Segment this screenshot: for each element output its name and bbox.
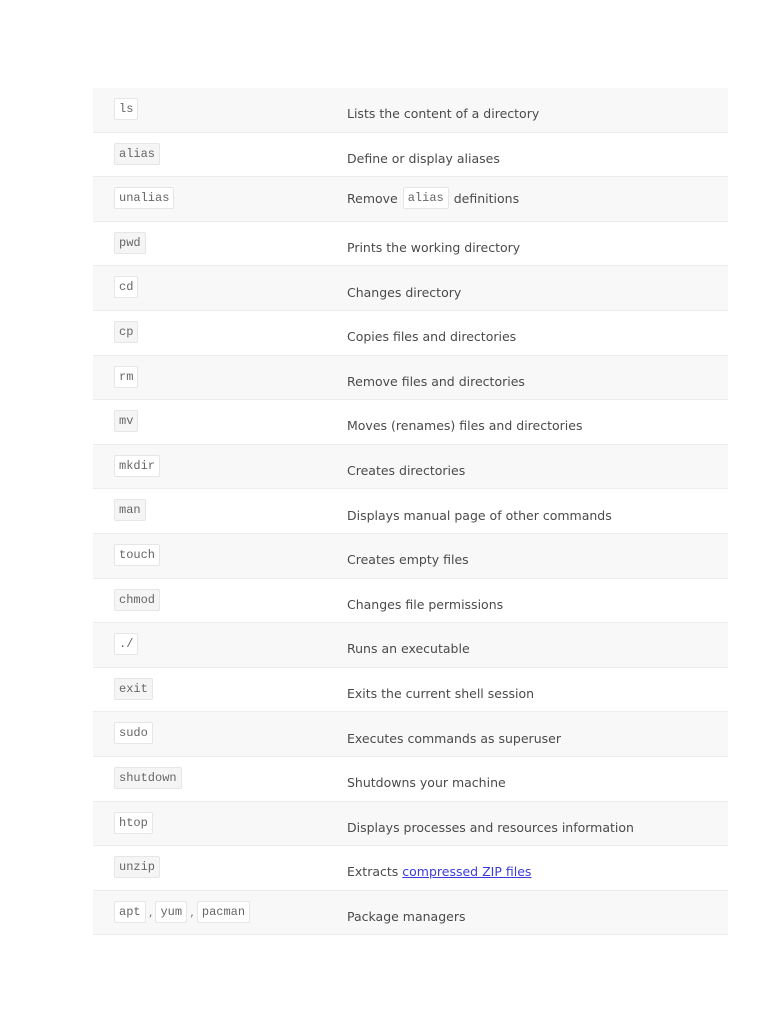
description-cell <box>347 356 728 400</box>
description-text: Copies files and directories <box>347 329 517 345</box>
description-text: Runs an executable <box>347 641 470 657</box>
table-row <box>93 356 728 401</box>
description-text: Prints the working directory <box>347 240 521 256</box>
description-text: Moves (renames) files and directories <box>347 418 583 434</box>
description-cell <box>347 757 728 801</box>
command-cell <box>93 356 347 400</box>
description-text: Remove files and directories <box>347 373 525 389</box>
description-text: Shutdowns your machine <box>347 775 506 791</box>
description-cell <box>347 445 728 489</box>
table-row <box>93 891 728 936</box>
description-cell <box>347 311 728 355</box>
description-cell <box>347 266 728 310</box>
command-cell <box>93 891 347 935</box>
table-row <box>93 579 728 624</box>
table-row <box>93 712 728 757</box>
command-cell <box>93 133 347 177</box>
command-cell <box>93 266 347 310</box>
command-cell <box>93 712 347 756</box>
description-cell <box>347 177 728 221</box>
command-cell <box>93 445 347 489</box>
table-row <box>93 802 728 847</box>
description-cell <box>347 712 728 756</box>
command-cell <box>93 579 347 623</box>
command-code: apt <box>114 901 146 923</box>
description-cell <box>347 489 728 533</box>
command-cell <box>93 400 347 444</box>
description-text: Remove <box>347 191 398 207</box>
description-text: Lists the content of a directory <box>347 106 540 122</box>
table-row <box>93 668 728 713</box>
command-code: rm <box>114 366 138 388</box>
description-text: Extracts <box>347 864 399 880</box>
table-row <box>93 623 728 668</box>
table-row <box>93 222 728 267</box>
description-text: Executes commands as superuser <box>347 730 561 746</box>
description-cell <box>347 534 728 578</box>
command-code: cd <box>114 276 138 298</box>
description-text: definitions <box>453 191 520 207</box>
command-cell <box>93 802 347 846</box>
table-row <box>93 757 728 802</box>
description-cell <box>347 668 728 712</box>
command-code: cp <box>114 321 138 343</box>
command-cell <box>93 757 347 801</box>
command-cell <box>93 311 347 355</box>
description-text: Changes directory <box>347 284 462 300</box>
command-cell <box>93 623 347 667</box>
description-text: Package managers <box>347 908 466 924</box>
table-row <box>93 846 728 891</box>
command-code: chmod <box>114 589 160 611</box>
description-cell <box>347 623 728 667</box>
table-row <box>93 88 728 133</box>
command-cell <box>93 177 347 221</box>
commands-table <box>93 88 728 935</box>
command-cell <box>93 222 347 266</box>
separator: , <box>148 904 153 919</box>
inline-command-code: alias <box>403 187 449 209</box>
table-row <box>93 311 728 356</box>
table-row <box>93 400 728 445</box>
description-text: Define or display aliases <box>347 150 500 166</box>
description-text: Changes file permissions <box>347 596 504 612</box>
command-code: shutdown <box>114 767 182 789</box>
command-code: touch <box>114 544 160 566</box>
table-row <box>93 489 728 534</box>
description-text: Creates directories <box>347 463 466 479</box>
command-code: ls <box>114 98 138 120</box>
separator: , <box>190 904 194 919</box>
command-code: exit <box>114 678 153 700</box>
description-cell <box>347 802 728 846</box>
description-cell <box>347 579 728 623</box>
command-code: yum <box>155 901 187 923</box>
command-code: unalias <box>114 187 174 209</box>
description-cell <box>347 400 728 444</box>
command-code: unzip <box>114 856 160 878</box>
compressed-zip-files-link[interactable]: compressed ZIP files <box>402 864 532 880</box>
command-cell <box>93 534 347 578</box>
command-code: pwd <box>114 232 146 254</box>
command-code: htop <box>114 812 153 834</box>
command-code: ./ <box>114 633 138 655</box>
description-cell <box>347 846 728 890</box>
table-row <box>93 177 728 222</box>
description-text: Displays manual page of other commands <box>347 507 612 523</box>
command-code: mkdir <box>114 455 160 477</box>
command-code: sudo <box>114 722 153 744</box>
description-cell <box>347 88 728 132</box>
command-cell <box>93 668 347 712</box>
table-row <box>93 266 728 311</box>
description-text: Creates empty files <box>347 552 469 568</box>
command-cell <box>93 88 347 132</box>
table-row <box>93 534 728 579</box>
command-code: pacman <box>197 901 250 923</box>
description-text: Displays processes and resources information <box>347 819 634 835</box>
command-code: man <box>114 499 146 521</box>
description-cell <box>347 222 728 266</box>
command-code: mv <box>114 410 138 432</box>
description-text: Exits the current shell session <box>347 686 535 702</box>
command-code: alias <box>114 143 160 165</box>
description-cell <box>347 133 728 177</box>
table-row <box>93 445 728 490</box>
table-row <box>93 133 728 178</box>
command-cell <box>93 489 347 533</box>
command-cell <box>93 846 347 890</box>
description-cell <box>347 891 728 935</box>
